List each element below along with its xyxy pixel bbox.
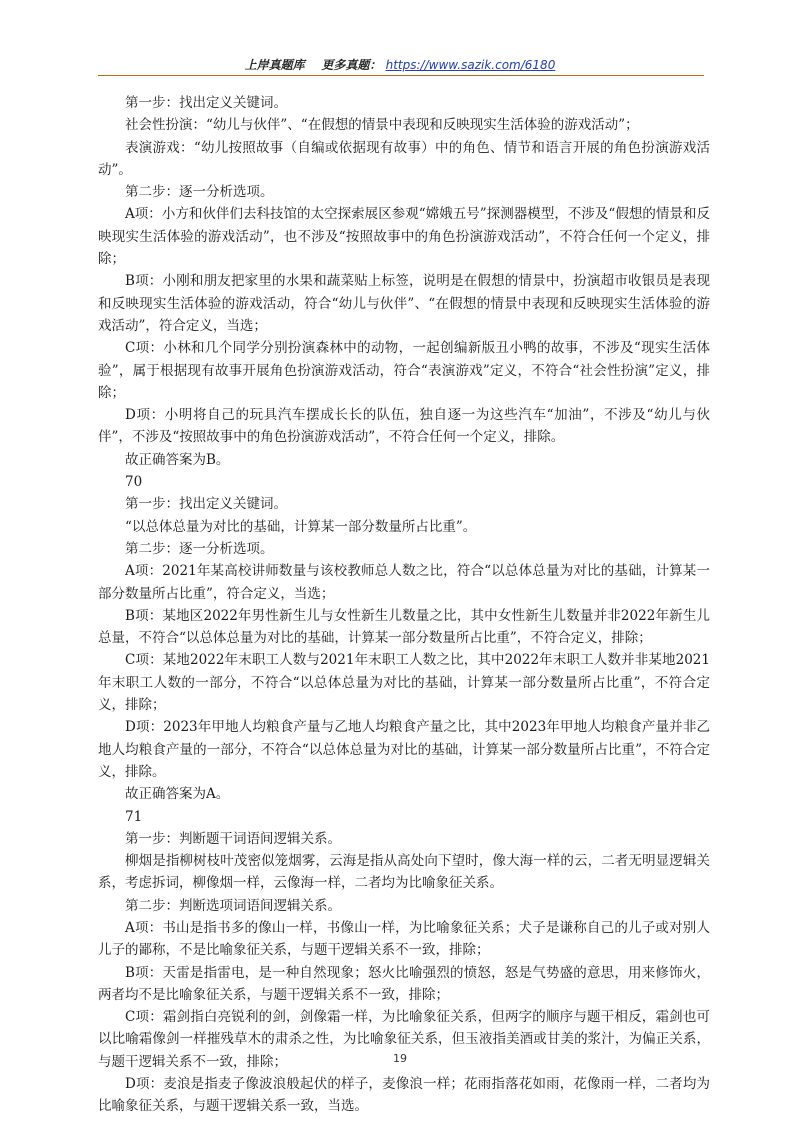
paragraph: A项：小方和伙伴们去科技馆的太空探索展区参观“嫦娥五号”探测器模型，不涉及“假想的情景和反映现实生活体验的游戏活动”，也不涉及“按照故事中的角色扮演游戏活动”，不符合任何一个定义，排除； (98, 206, 710, 268)
paragraph: D项：小明将自己的玩具汽车摆成长长的队伍，独自逐一为这些汽车“加油”，不涉及“幼儿与伙伴”，不涉及“按照故事中的角色扮演游戏活动”，不符合任何一个定义，排除。 (98, 407, 710, 446)
paragraph: C项：小林和几个同学分别扮演森林中的动物，一起创编新版丑小鸭的故事，不涉及“现实生活体验”，属于根据现有故事开展角色扮演游戏活动，符合“表演游戏”定义，不符合“社会性扮演”定义，排除； (98, 340, 710, 401)
question-number: 70 (125, 474, 143, 491)
paragraph: C项：霜剑指白亮锐利的剑，剑像霜一样，为比喻象征关系，但两字的顺序与题干相反，霜剑也可以比喻霜像剑一样摧残草木的肃杀之性，为比喻象征关系，但玉液指美酒或甘美的浆汁，为偏正关系，与题干逻辑关系不一致，排除； (98, 1009, 710, 1070)
paragraph: 第一步：找出定义关键词。 (125, 496, 287, 513)
answer-line: 故正确答案为A。 (125, 786, 230, 803)
question-number: 71 (125, 808, 143, 825)
page-number: 19 (393, 1052, 407, 1065)
header-label: 更多真题： (321, 58, 382, 72)
paragraph: A项：书山是指书多的像山一样，书像山一样，为比喻象征关系；犬子是谦称自己的儿子或对别人儿子的鄙称，不是比喻象征关系，与题干逻辑关系不一致，排除； (98, 919, 710, 959)
paragraph: 第一步：判断题干词语间逻辑关系。 (125, 830, 341, 847)
paragraph: 第二步：逐一分析选项。 (125, 540, 274, 557)
paragraph: B项：天雷是指雷电，是一种自然现象；怒火比喻强烈的愤怒，怒是气势盛的意思，用来修饰火，两者均不是比喻象征关系，与题干逻辑关系不一致，排除； (98, 964, 710, 1003)
header-title: 上岸真题库 (244, 58, 305, 72)
paragraph: B项：小刚和朋友把家里的水果和蔬菜贴上标签，说明是在假想的情景中，扮演超市收银员是表现和反映现实生活体验的游戏活动，符合“幼儿与伙伴”、“在假想的情景中表现和反映现实生活体验的游戏活动”，符合定义，当选； (98, 273, 710, 334)
paragraph: 第二步：判断选项词语间逻辑关系。 (125, 897, 341, 914)
paragraph: 柳烟是指柳树枝叶茂密似笼烟雾，云海是指从高处向下望时，像大海一样的云，二者无明显逻辑关系，考虑拆词，柳像烟一样，云像海一样，二者均为比喻象征关系。 (98, 853, 710, 892)
paragraph: 第一步：找出定义关键词。 (125, 95, 287, 111)
paragraph: D项：2023年甲地人均粮食产量与乙地人均粮食产量之比，其中2023年甲地人均粮食产量并非乙地人均粮食产量的一部分，不符合“以总体总量为对比的基础，计算某一部分数量所占比重”，不符合定义，排除。 (98, 719, 710, 780)
header-divider (98, 75, 704, 76)
answer-line: 故正确答案为B。 (125, 451, 230, 468)
page-body (98, 92, 710, 1118)
header-link[interactable]: https://www.sazik.com/6180 (385, 58, 556, 72)
paragraph: “以总体总量为对比的基础，计算某一部分数量所占比重”。 (125, 518, 477, 535)
paragraph: D项：麦浪是指麦子像波浪般起伏的样子，麦像浪一样；花雨指落花如雨，花像雨一样，二者均为比喻象征关系，与题干逻辑关系一致，当选。 (98, 1076, 710, 1115)
paragraph: 社会性扮演：“幼儿与伙伴”、“在假想的情景中表现和反映现实生活体验的游戏活动”； (125, 117, 639, 134)
paragraph: C项：某地2022年末职工人数与2021年末职工人数之比，其中2022年末职工人数并非某地2021年末职工人数的一部分，不符合“以总体总量为对比的基础，计算某一部分数量所占比重”，不符合定义，排除； (98, 652, 710, 714)
paragraph: 表演游戏：“幼儿按照故事（自编或依据现有故事）中的角色、情节和语言开展的角色扮演游戏活动”。 (98, 139, 710, 178)
paragraph: 第二步：逐一分析选项。 (125, 184, 274, 201)
paragraph: B项：某地区2022年男性新生儿与女性新生儿数量之比，其中女性新生儿数量并非2022年新生儿总量，不符合“以总体总量为对比的基础，计算某一部分数量所占比重”，不符合定义，排除； (98, 607, 710, 647)
page-header (0, 56, 800, 73)
paragraph: A项：2021年某高校讲师数量与该校教师总人数之比，符合“以总体总量为对比的基础，计算某一部分数量所占比重”，符合定义，当选； (98, 563, 710, 602)
